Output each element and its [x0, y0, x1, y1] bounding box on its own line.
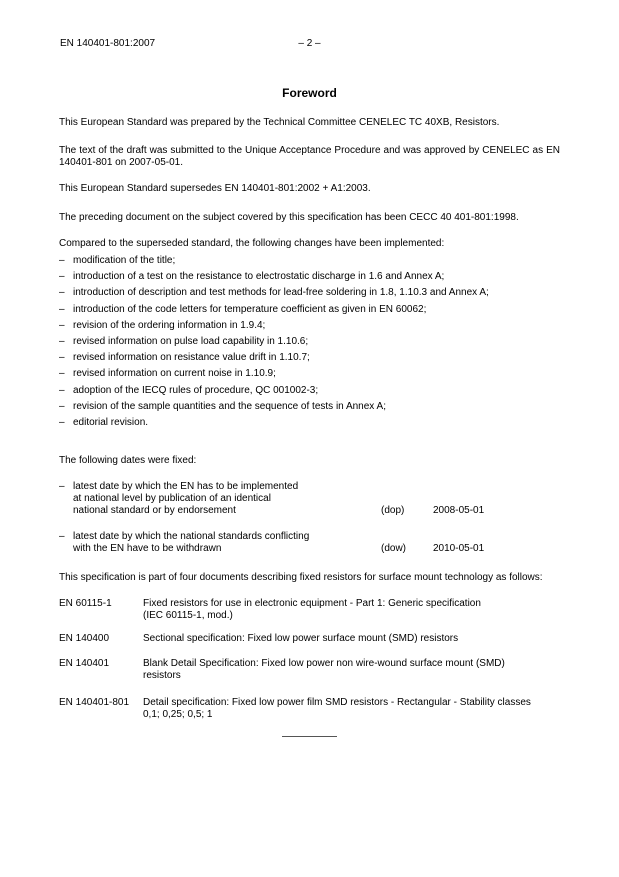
- document-description-line: 0,1; 0,25; 0,5; 1: [143, 709, 213, 720]
- document-description-line: (IEC 60115-1, mod.): [143, 610, 233, 621]
- list-dash: –: [59, 271, 65, 283]
- list-item-text: introduction of description and test methods for lead-free soldering in 1.8, 1.10.3 and Annex A;: [73, 287, 489, 299]
- document-id: EN 140401-801: [59, 697, 130, 708]
- date-entry-description: [73, 531, 353, 555]
- list-item: [59, 255, 560, 271]
- list-item: [59, 401, 560, 417]
- header-doc-id: EN 140401-801:2007: [60, 38, 156, 49]
- list-dash: –: [59, 384, 65, 396]
- changes-list: [59, 255, 560, 433]
- document-id: EN 60115-1: [59, 598, 112, 609]
- list-item: [59, 304, 560, 320]
- page-title: Foreword: [282, 86, 337, 100]
- paragraph-documents-intro: This specification is part of four documents describing fixed resistors for surface mount technology as follows:: [59, 572, 543, 583]
- list-item: [59, 320, 560, 336]
- date-entry-line: with the EN have to be withdrawn: [73, 543, 222, 554]
- date-value: 2008-05-01: [433, 505, 485, 516]
- page-number: – 2 –: [298, 38, 321, 49]
- list-item: [59, 385, 560, 401]
- document-description: [143, 697, 560, 721]
- list-item: [59, 336, 560, 352]
- list-dash: –: [59, 335, 65, 347]
- document-description-line: resistors: [143, 670, 181, 681]
- document-row-en-140400: [59, 633, 560, 645]
- list-dash: –: [59, 255, 65, 266]
- document-id: EN 140401: [59, 658, 110, 669]
- list-dash: –: [59, 368, 65, 380]
- document-description: [143, 598, 560, 622]
- document-row-en-60115-1: [59, 598, 560, 622]
- date-value: 2010-05-01: [433, 543, 485, 554]
- list-item: [59, 287, 560, 303]
- list-item-text: revised information on current noise in 1.10.9;: [73, 368, 276, 380]
- list-dash: –: [59, 400, 65, 412]
- list-dash: –: [59, 481, 65, 492]
- date-entry-dow: [59, 531, 560, 555]
- list-dash: –: [59, 531, 65, 542]
- closing-rule: [282, 736, 337, 737]
- date-entry-line: at national level by publication of an identical: [73, 493, 271, 504]
- list-item-text: revised information on pulse load capability in 1.10.6;: [73, 335, 309, 347]
- list-item: [59, 271, 560, 287]
- date-code: (dow): [381, 543, 407, 554]
- paragraph-preceding-document: The preceding document on the subject covered by this specification has been CECC 40 401-801:1998.: [59, 212, 519, 223]
- paragraph-supersedes: This European Standard supersedes EN 140401-801:2002 + A1:2003.: [59, 183, 371, 194]
- document-description-line: Sectional specification: Fixed low power surface mount (SMD) resistors: [143, 633, 459, 644]
- document-description-line: Blank Detail Specification: Fixed low power non wire-wound surface mount (SMD): [143, 658, 505, 669]
- list-dash: –: [59, 287, 65, 299]
- list-item-text: revision of the sample quantities and the sequence of tests in Annex A;: [73, 400, 386, 412]
- list-dash: –: [59, 416, 65, 428]
- list-item-text: introduction of a test on the resistance to electrostatic discharge in 1.6 and Annex A;: [73, 271, 445, 283]
- date-code: (dop): [381, 505, 405, 516]
- list-item-text: revised information on resistance value drift in 1.10.7;: [73, 352, 310, 364]
- document-description-line: Detail specification: Fixed low power film SMD resistors - Rectangular - Stability classes: [143, 697, 531, 708]
- list-dash: –: [59, 352, 65, 364]
- document-id: EN 140400: [59, 633, 110, 644]
- list-item: [59, 352, 560, 368]
- document-description: [143, 658, 560, 682]
- date-entry-description: [73, 481, 353, 517]
- date-entry-line: latest date by which the EN has to be implemented: [73, 481, 299, 492]
- document-description: [143, 633, 560, 645]
- date-entry-dop: [59, 481, 560, 517]
- list-item: [59, 368, 560, 384]
- paragraph-changes-intro: Compared to the superseded standard, the following changes have been implemented:: [59, 238, 445, 249]
- list-item-text: editorial revision.: [73, 416, 149, 428]
- list-item-text: modification of the title;: [73, 255, 176, 266]
- document-row-en-140401-801: [59, 697, 560, 721]
- paragraph-draft-approval: The text of the draft was submitted to the Unique Acceptance Procedure and was approved by CENELEC as EN 140401-801 on 2007-05-01.: [59, 145, 560, 168]
- list-dash: –: [59, 319, 65, 331]
- list-item-text: adoption of the IECQ rules of procedure, QC 001002-3;: [73, 384, 319, 396]
- paragraph-dates-intro: The following dates were fixed:: [59, 455, 197, 466]
- list-item-text: introduction of the code letters for temperature coefficient as given in EN 60062;: [73, 303, 427, 315]
- date-entry-line: national standard or by endorsement: [73, 505, 236, 516]
- document-description-line: Fixed resistors for use in electronic equipment - Part 1: Generic specification: [143, 598, 481, 609]
- date-entry-line: latest date by which the national standards conflicting: [73, 531, 310, 542]
- list-dash: –: [59, 303, 65, 315]
- paragraph-prepared-by: This European Standard was prepared by the Technical Committee CENELEC TC 40XB, Resistors.: [59, 117, 500, 128]
- document-row-en-140401: [59, 658, 560, 682]
- list-item: [59, 417, 560, 433]
- list-item-text: revision of the ordering information in 1.9.4;: [73, 319, 266, 331]
